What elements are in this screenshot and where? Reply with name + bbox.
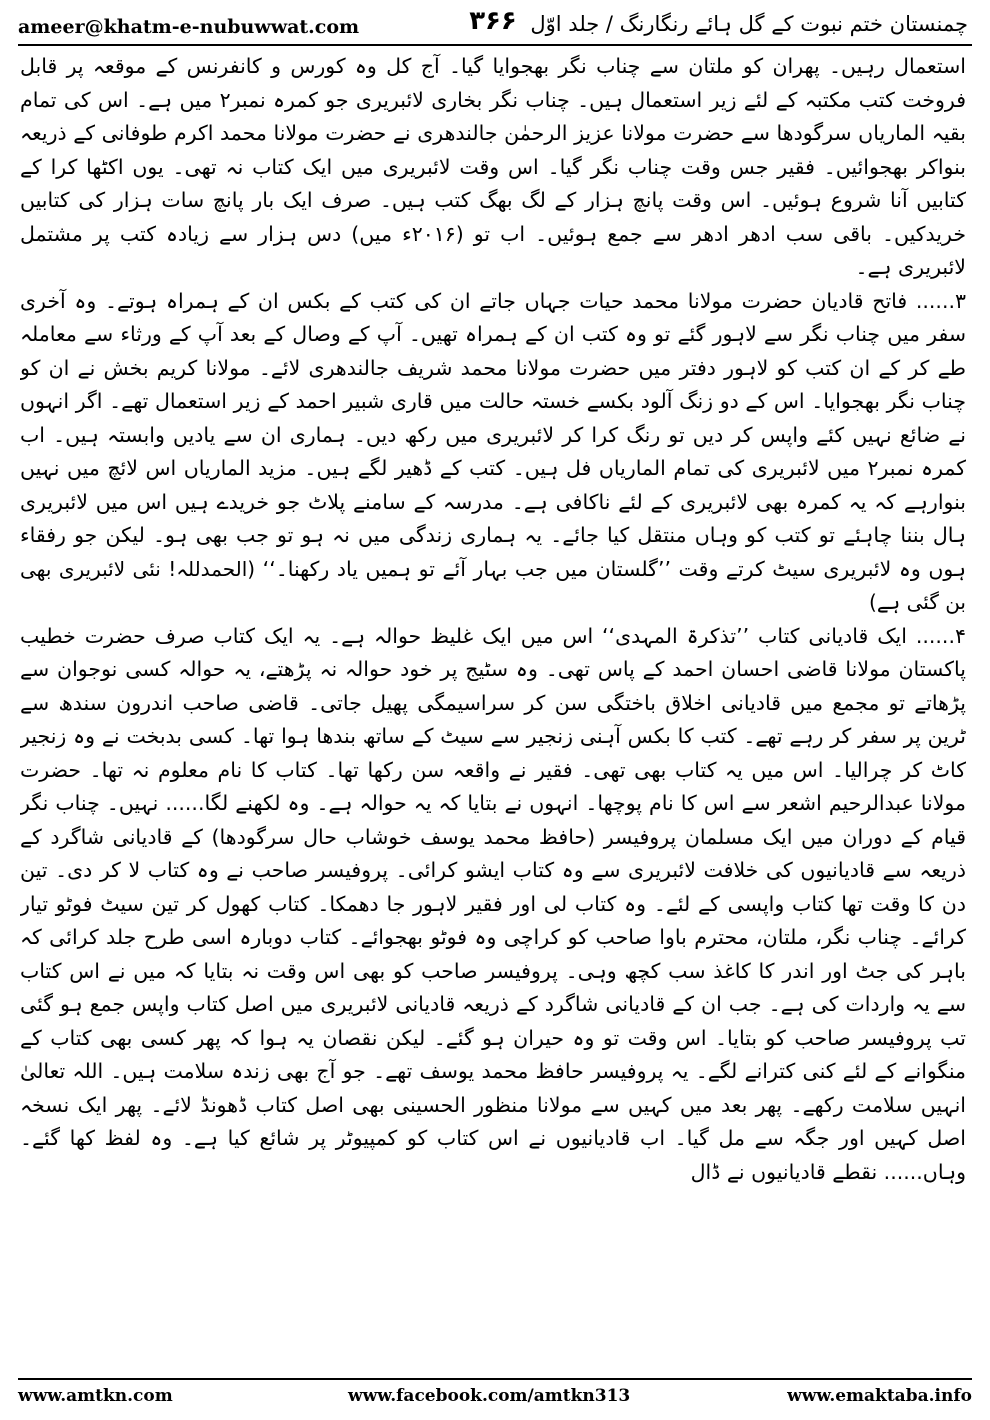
paragraph-text: ایک قادیانی کتاب ’’تذکرۃ المہدی‘‘ اس میں ایک غلیظ حوالہ ہے۔ یہ ایک کتاب صرف حضرت خطیب پاکستان مولانا قاضی احسان احمد کے پاس تھی۔ وہ سٹیج پر خود حوالہ نہ پڑھتے، یہ حوالہ کسی نوجوان سے پڑھاتے تو مجمع میں قادیانی اخلاق باختگی سن کر سراسیمگی پھیل جاتی۔ قاضی صاحب اندرون سندھ سے ٹرین پر سفر کر رہے تھے۔ کتب کا بکس آہنی زنجیر سے سیٹ کے ساتھ بندھا ہوا تھا۔ کسی بدبخت نے وہ زنجیر کاٹ کر چرالیا۔ اس میں یہ کتاب بھی تھی۔ فقیر نے واقعہ سن رکھا تھا۔ کتاب کا نام معلوم نہ تھا۔ حضرت مولانا عبدالرحیم اشعر سے اس کا نام پوچھا۔ انہوں نے بتایا کہ یہ حوالہ ہے۔ وہ لکھنے لگا...... نہیں۔ چناب نگر قیام کے دوران میں ایک مسلمان پروفیسر (حافظ محمد یوسف خوشاب حال سرگودھا) کے قادیانی شاگرد کے ذریعہ سے قادیانیوں کی خلافت لائبریری سے وہ کتاب ایشو کرائی۔ پروفیسر صاحب نے وہ کتاب لا کر دی۔ تین دن کا وقت تھا کتاب واپسی کے لئے۔ وہ کتاب لی اور فقیر لاہور جا دھمکا۔ کتاب کھول کر تین سیٹ فوٹو تیار کرائے۔ چناب نگر، ملتان، محترم باوا صاحب کو کراچی وہ فوٹو بھجوائے۔ کتاب دوبارہ اسی طرح جلد کرائی کہ باہر کی جٹ اور اندر کا کاغذ سب کچھ وہی۔ پروفیسر صاحب کو بھی اس وقت نہ بتایا کہ میں نے اس کتاب سے یہ واردات کی ہے۔ جب ان کے قادیانی شاگرد کے ذریعہ قادیانی لائبریری میں اصل کتاب واپس جمع ہو گئی تب پروفیسر صاحب کو بتایا۔ اس وقت تو وہ حیران ہو گئے۔ لیکن نقصان یہ ہوا کہ پھر کسی بھی کتاب کے منگوانے کے لئے کنی کترانے لگے۔ یہ پروفیسر حافظ محمد یوسف تھے۔ جو آج بھی زندہ سلامت ہیں۔ اللہ تعالیٰ انہیں سلامت رکھے۔ پھر بعد میں کہیں سے مولانا منظور الحسینی بھی اصل کتاب ڈھونڈ لائے۔ پھر ایک نسخہ اصل کہیں اور جگہ سے مل گیا۔ اب قادیانیوں نے اس کتاب کو کمپیوٹر پر شائع کیا ہے۔ وہ لفظ کھا گئے۔ وہاں...... نقطے قادیانیوں نے ڈال [20,623,966,1184]
footer-divider [18,1378,972,1380]
paragraph-number: ۴...... [915,623,966,648]
page-number: ۳۶۶ [469,6,517,36]
paragraph-text: استعمال رہیں۔ پھران کو ملتان سے چناب نگر بھجوایا گیا۔ آج کل وہ کورس و کانفرنس کے موقعہ پر قابل فروخت کتب مکتبہ کے لئے زیر استعمال ہیں۔ چناب نگر بخاری لائبریری جو کمرہ نمبر۲ میں ہے۔ اس کی تمام بقیہ الماریاں سرگودھا سے حضرت مولانا عزیز الرحمٰن جالندھری نے حضرت مولانا محمد اکرم طوفانی کے ذریعہ بنواکر بھجوائیں۔ فقیر جس وقت چناب نگر گیا۔ اس وقت لائبریری میں ایک کتاب نہ تھی۔ یوں اکٹھا کرا کے کتابیں آنا شروع ہوئیں۔ اس وقت پانچ ہزار کے لگ بھگ کتب ہیں۔ صرف ایک بار پانچ سات ہزار کی کتابیں خریدکیں۔ باقی سب ادھر ادھر سے جمع ہوئیں۔ اب تو (۲۰۱۶ء میں) دس ہزار سے زیادہ کتب پر مشتمل لائبریری ہے۔ [20,54,966,279]
footer-link-website[interactable]: www.amtkn.com [18,1386,173,1406]
header-email: ameer@khatm-e-nubuwwat.com [18,16,360,38]
header-divider [18,44,972,46]
footer-link-facebook[interactable]: www.facebook.com/amtkn313 [348,1386,631,1406]
paragraph-number: ۳...... [915,288,966,313]
page-header [18,4,968,44]
footer-link-emaktaba[interactable]: www.emaktaba.info [787,1386,972,1406]
book-title: چمنستان ختم نبوت کے گل ہائے رنگارنگ / جلد اوّل [530,12,968,36]
paragraph-continued [20,50,966,285]
paragraph-3 [20,285,966,620]
paragraph-4 [20,620,966,1190]
page-body [20,50,966,1368]
page-footer [18,1384,972,1414]
paragraph-text: فاتح قادیان حضرت مولانا محمد حیات جہاں جاتے ان کی کتب کے بکس ان کے ہمراہ ہوتے۔ وہ آخری سفر میں چناب نگر سے لاہور گئے تو وہ کتب ان کے ہمراہ تھیں۔ آپ کے وصال کے بعد آپ کے ورثاء سے معاملہ طے کر کے ان کتب کو لاہور دفتر میں حضرت مولانا محمد شریف جالندھری لائے۔ مولانا کریم بخش نے ان کو چناب نگر بھجوایا۔ اس کے دو زنگ آلود بکسے خستہ حالت میں قاری شبیر احمد کے زیر استعمال تھے۔ اگر انہوں نے ضائع نہیں کئے واپس کر دیں تو رنگ کرا کر لائبریری میں رکھ دیں۔ ہماری ان سے یادیں وابستہ ہیں۔ اب کمرہ نمبر۲ میں لائبریری کی تمام الماریاں فل ہیں۔ کتب کے ڈھیر لگے ہیں۔ مزید الماریاں اس لائچ میں نہیں بنوارہے کہ یہ کمرہ بھی لائبریری کے لئے ناکافی ہے۔ مدرسہ کے سامنے پلاٹ جو خریدے ہیں اس میں لائبریری ہال بننا چاہئے تو کتب کو وہاں منتقل کیا جائے۔ یہ ہماری زندگی میں نہ ہو تو جب بھی ہو۔ لیکن جو رفقاء ہوں وہ لائبریری سیٹ کرتے وقت ’’گلستان میں جب بہار آئے تو ہمیں یاد رکھنا۔‘‘ [20,288,966,581]
paragraph-note: (الحمدللہ! نئی لائبریری بھی بن گئی ہے) [20,556,966,614]
